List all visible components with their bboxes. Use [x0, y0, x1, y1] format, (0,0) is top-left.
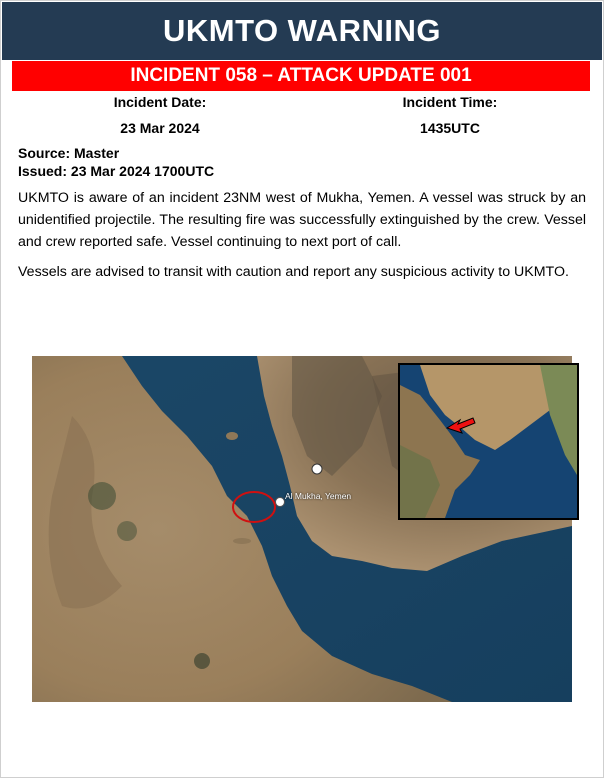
- incident-title-bar: INCIDENT 058 – ATTACK UPDATE 001: [12, 61, 590, 91]
- incident-description: UKMTO is aware of an incident 23NM west of Mukha, Yemen. A vessel was struck by an unidentified projectile. The resulting fire was successfully extinguished by the crew. Vessel and crew reported safe. Vessel continuing to next port of call.: [18, 190, 586, 250]
- incident-date-label: Incident Date:: [113, 94, 207, 110]
- mukha-marker: [276, 498, 285, 507]
- warning-header: UKMTO WARNING: [2, 2, 602, 60]
- incident-time: [380, 94, 520, 136]
- incident-date-value: 23 Mar 2024: [120, 120, 200, 136]
- incident-date: [90, 94, 230, 136]
- incident-time-label: Incident Time:: [402, 94, 498, 110]
- source-block: [18, 144, 214, 180]
- advisory-text: Vessels are advised to transit with caution and report any suspicious activity to UKMTO.: [18, 264, 569, 280]
- mukha-label: Al Mukha, Yemen: [285, 491, 352, 501]
- inset-overview-map: [398, 363, 579, 520]
- issued-line: Issued: 23 Mar 2024 1700UTC: [18, 163, 215, 179]
- source-line: Source: Master: [18, 145, 120, 161]
- location-marker: [312, 464, 322, 474]
- incident-time-value: 1435UTC: [420, 120, 480, 136]
